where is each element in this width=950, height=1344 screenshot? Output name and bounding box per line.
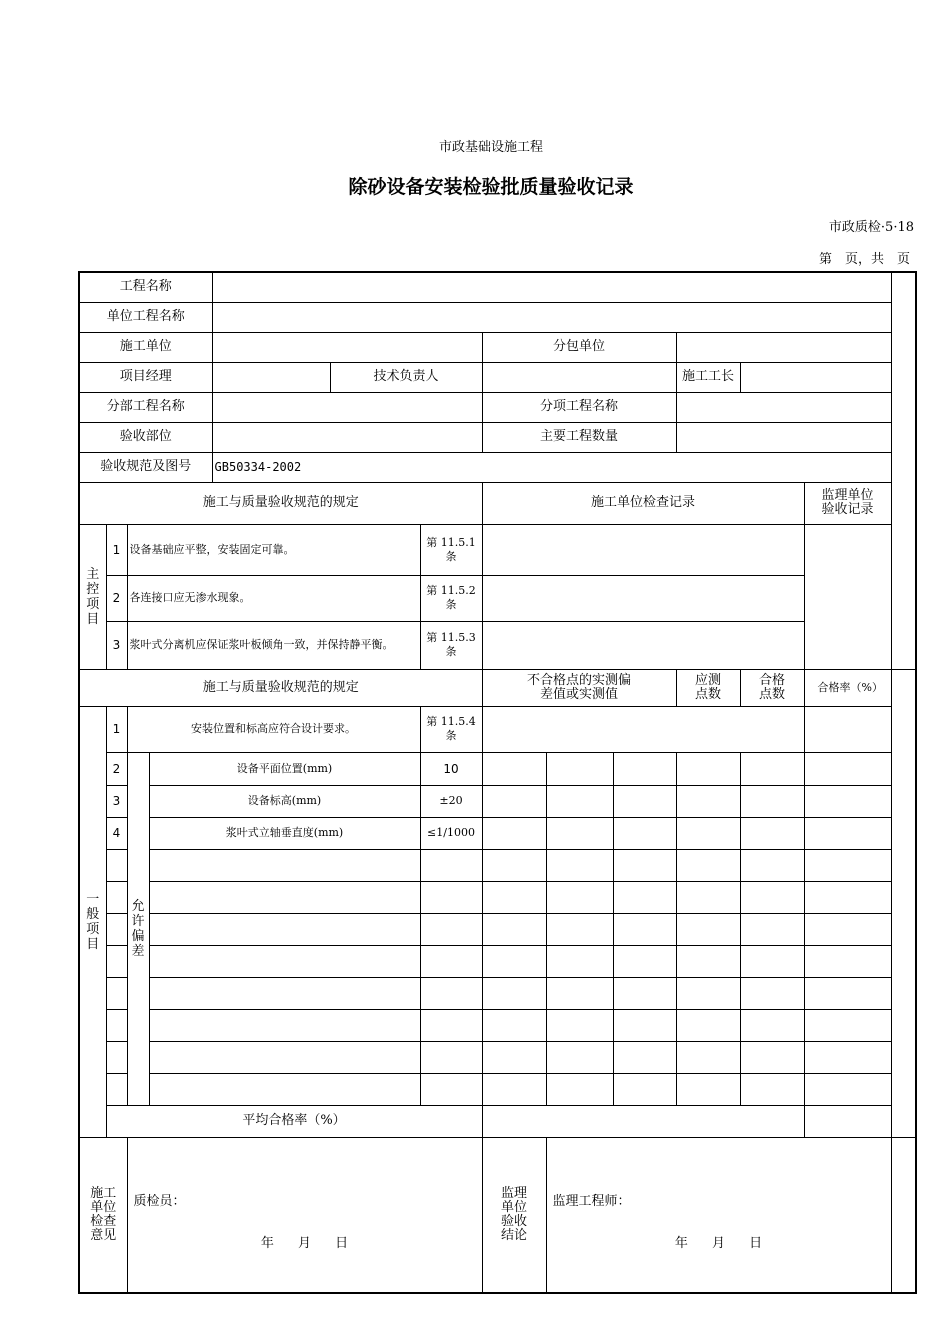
measured-cell[interactable] (546, 1073, 613, 1105)
main-item-clause: 第 11.5.1条 (420, 524, 482, 575)
empty-value-cell[interactable] (420, 913, 482, 945)
measured-cell[interactable] (546, 977, 613, 1009)
main-item-no: 2 (106, 575, 127, 621)
acceptance-part-label: 验收部位 (79, 422, 212, 452)
measured-cell[interactable] (546, 913, 613, 945)
pass-rate-cell[interactable] (804, 849, 891, 881)
empty-no-cell[interactable] (106, 1073, 127, 1105)
tech-lead-value[interactable] (482, 362, 676, 392)
measured-cell[interactable] (482, 817, 546, 849)
empty-value-cell[interactable] (420, 1009, 482, 1041)
pass-rate-cell[interactable] (804, 977, 891, 1009)
main-item-text: 浆叶式分离机应保证浆叶板倾角一致，并保持静平衡。 (127, 621, 420, 669)
empty-text-cell[interactable] (149, 1009, 420, 1041)
subcontractor-label: 分包单位 (482, 332, 676, 362)
points-cell[interactable] (676, 752, 740, 785)
empty-no-cell[interactable] (106, 881, 127, 913)
measured-cell[interactable] (613, 752, 676, 785)
empty-no-cell[interactable] (106, 1041, 127, 1073)
measured-cell[interactable] (613, 913, 676, 945)
pass-rate-cell[interactable] (804, 1073, 891, 1105)
pass-rate-cell[interactable] (804, 881, 891, 913)
measured-cell[interactable] (546, 849, 613, 881)
measured-cell[interactable] (546, 817, 613, 849)
measured-cell[interactable] (546, 1009, 613, 1041)
tolerance-item-value: ±20 (420, 785, 482, 817)
empty-text-cell[interactable] (149, 977, 420, 1009)
form-code: 市政质检·5·18 (828, 220, 914, 235)
general-item-no: 1 (106, 706, 127, 752)
measured-cell[interactable] (613, 1041, 676, 1073)
pass-rate-cell[interactable] (804, 913, 891, 945)
points-cell[interactable] (676, 849, 740, 881)
measured-cell[interactable] (482, 913, 546, 945)
pass-points-cell[interactable] (740, 785, 804, 817)
points-cell[interactable] (676, 913, 740, 945)
pass-rate-cell[interactable] (804, 785, 891, 817)
pass-points-cell[interactable] (740, 977, 804, 1009)
tolerance-item-no: 3 (106, 785, 127, 817)
empty-text-cell[interactable] (149, 1041, 420, 1073)
acceptance-part-value[interactable] (212, 422, 482, 452)
tolerance-item-text: 浆叶式立轴垂直度(mm) (149, 817, 420, 849)
points-cell[interactable] (676, 817, 740, 849)
main-item-record[interactable] (482, 575, 804, 621)
general-category: 一般项目 (79, 706, 106, 1137)
main-control-category: 主控项目 (79, 524, 106, 669)
main-quantity-value[interactable] (676, 422, 891, 452)
unit-project-label: 单位工程名称 (79, 302, 212, 332)
empty-value-cell[interactable] (420, 1073, 482, 1105)
form-title: 除砂设备安装检验批质量验收记录 (348, 176, 634, 198)
measured-cell[interactable] (482, 849, 546, 881)
acceptance-record-table (78, 271, 917, 1294)
measured-cell[interactable] (613, 977, 676, 1009)
points-cell[interactable] (676, 977, 740, 1009)
pass-rate-cell[interactable] (804, 945, 891, 977)
contractor-label: 施工单位 (79, 332, 212, 362)
foreman-value[interactable] (740, 362, 891, 392)
supervisor-record-header: 监理单位验收记录 (804, 482, 891, 524)
tolerance-item-text: 设备平面位置(mm) (149, 752, 420, 785)
subitem-value[interactable] (676, 392, 891, 422)
general-item-record[interactable] (482, 706, 804, 752)
pass-points-cell[interactable] (740, 817, 804, 849)
contractor-date: 年 月 日 (260, 1235, 349, 1251)
points-cell[interactable] (676, 881, 740, 913)
pass-points-cell[interactable] (740, 945, 804, 977)
main-spec-header: 施工与质量验收规范的规定 (79, 482, 482, 524)
measured-cell[interactable] (546, 1041, 613, 1073)
measured-cell[interactable] (613, 849, 676, 881)
pass-points-cell[interactable] (740, 752, 804, 785)
contractor-record-header: 施工单位检查记录 (482, 482, 804, 524)
measured-cell[interactable] (482, 752, 546, 785)
main-quantity-label: 主要工程数量 (482, 422, 676, 452)
main-item-clause: 第 11.5.2条 (420, 575, 482, 621)
average-pass-rate-label: 平均合格率（%） (106, 1105, 482, 1137)
inspector-label: 质检员： (133, 1193, 186, 1209)
tolerance-item-no: 2 (106, 752, 127, 785)
empty-no-cell[interactable] (106, 945, 127, 977)
tolerance-item-text: 设备标高(mm) (149, 785, 420, 817)
main-item-no: 3 (106, 621, 127, 669)
pass-points-cell[interactable] (740, 1041, 804, 1073)
project-name-value[interactable] (212, 272, 891, 302)
measured-cell[interactable] (482, 1073, 546, 1105)
points-cell[interactable] (676, 1041, 740, 1073)
measured-cell[interactable] (613, 881, 676, 913)
main-item-clause: 第 11.5.3条 (420, 621, 482, 669)
contractor-signature-area[interactable] (127, 1137, 482, 1293)
tech-lead-label: 技术负责人 (330, 362, 482, 392)
general-item-clause: 第 11.5.4条 (420, 706, 482, 752)
measured-cell[interactable] (482, 977, 546, 1009)
pass-rate-header: 合格率（%） (804, 669, 891, 706)
empty-text-cell[interactable] (149, 913, 420, 945)
pass-points-cell[interactable] (740, 849, 804, 881)
measured-cell[interactable] (613, 817, 676, 849)
subcontractor-value[interactable] (676, 332, 891, 362)
division-value[interactable] (212, 392, 482, 422)
empty-text-cell[interactable] (149, 945, 420, 977)
general-spec-header: 施工与质量验收规范的规定 (79, 669, 482, 706)
standard-value[interactable]: GB50334-2002 (212, 452, 891, 482)
empty-text-cell[interactable] (149, 1073, 420, 1105)
measured-cell[interactable] (482, 945, 546, 977)
pass-points-cell[interactable] (740, 1009, 804, 1041)
empty-value-cell[interactable] (420, 849, 482, 881)
pass-points-cell[interactable] (740, 881, 804, 913)
points-header: 应测点数 (676, 669, 740, 706)
main-item-no: 1 (106, 524, 127, 575)
main-supervisor-record[interactable] (804, 524, 891, 669)
tolerance-item-value: 10 (420, 752, 482, 785)
unit-project-value[interactable] (212, 302, 891, 332)
pass-rate-cell[interactable] (804, 817, 891, 849)
subitem-label: 分项工程名称 (482, 392, 676, 422)
empty-value-cell[interactable] (420, 881, 482, 913)
pass-rate-cell[interactable] (804, 752, 891, 785)
general-item-text: 安装位置和标高应符合设计要求。 (127, 706, 420, 752)
points-cell[interactable] (676, 945, 740, 977)
empty-value-cell[interactable] (420, 1041, 482, 1073)
main-item-record[interactable] (482, 621, 804, 669)
empty-value-cell[interactable] (420, 977, 482, 1009)
empty-text-cell[interactable] (149, 849, 420, 881)
pass-points-cell[interactable] (740, 913, 804, 945)
pass-points-cell[interactable] (740, 1073, 804, 1105)
standard-label: 验收规范及图号 (79, 452, 212, 482)
pass-rate-cell[interactable] (804, 1041, 891, 1073)
supervisor-date: 年 月 日 (674, 1235, 763, 1251)
tolerance-label: 允许偏差 (127, 752, 149, 1105)
measured-cell[interactable] (482, 881, 546, 913)
empty-no-cell[interactable] (106, 977, 127, 1009)
supervisor-conclusion-label: 监理单位验收结论 (482, 1137, 546, 1293)
measured-cell[interactable] (546, 881, 613, 913)
contractor-value[interactable] (212, 332, 482, 362)
measured-cell[interactable] (546, 945, 613, 977)
tolerance-item-no: 4 (106, 817, 127, 849)
points-cell[interactable] (676, 1009, 740, 1041)
average-pass-rate-value[interactable] (482, 1105, 804, 1137)
points-cell[interactable] (676, 1073, 740, 1105)
supervisor-signature-area[interactable] (546, 1137, 891, 1293)
pm-value[interactable] (212, 362, 330, 392)
form-subtitle: 市政基础设施工程 (438, 140, 543, 155)
measured-cell[interactable] (482, 785, 546, 817)
measured-cell[interactable] (482, 1041, 546, 1073)
main-item-text: 各连接口应无渗水现象。 (127, 575, 420, 621)
main-item-text: 设备基础应平整，安装固定可靠。 (127, 524, 420, 575)
project-name-label: 工程名称 (79, 272, 212, 302)
tolerance-item-value: ≤1/1000 (420, 817, 482, 849)
main-item-record[interactable] (482, 524, 804, 575)
contractor-opinion-label: 施工单位检查意见 (79, 1137, 127, 1293)
measured-cell[interactable] (613, 785, 676, 817)
empty-no-cell[interactable] (106, 849, 127, 881)
pm-label: 项目经理 (79, 362, 212, 392)
measured-cell[interactable] (546, 752, 613, 785)
pass-points-header: 合格点数 (740, 669, 804, 706)
measured-header: 不合格点的实测偏差值或实测值 (482, 669, 676, 706)
supervisor-engineer-label: 监理工程师： (552, 1193, 631, 1209)
measured-cell[interactable] (613, 945, 676, 977)
pass-rate-cell[interactable] (804, 1009, 891, 1041)
measured-cell[interactable] (613, 1009, 676, 1041)
foreman-label: 施工工长 (676, 362, 740, 392)
empty-text-cell[interactable] (149, 881, 420, 913)
general-supervisor-record[interactable] (891, 669, 916, 1137)
empty-value-cell[interactable] (420, 945, 482, 977)
measured-cell[interactable] (613, 1073, 676, 1105)
measured-cell[interactable] (482, 1009, 546, 1041)
empty-no-cell[interactable] (106, 1009, 127, 1041)
points-cell[interactable] (676, 785, 740, 817)
empty-no-cell[interactable] (106, 913, 127, 945)
page-info: 第 页，共 页 (818, 252, 910, 267)
measured-cell[interactable] (546, 785, 613, 817)
division-label: 分部工程名称 (79, 392, 212, 422)
